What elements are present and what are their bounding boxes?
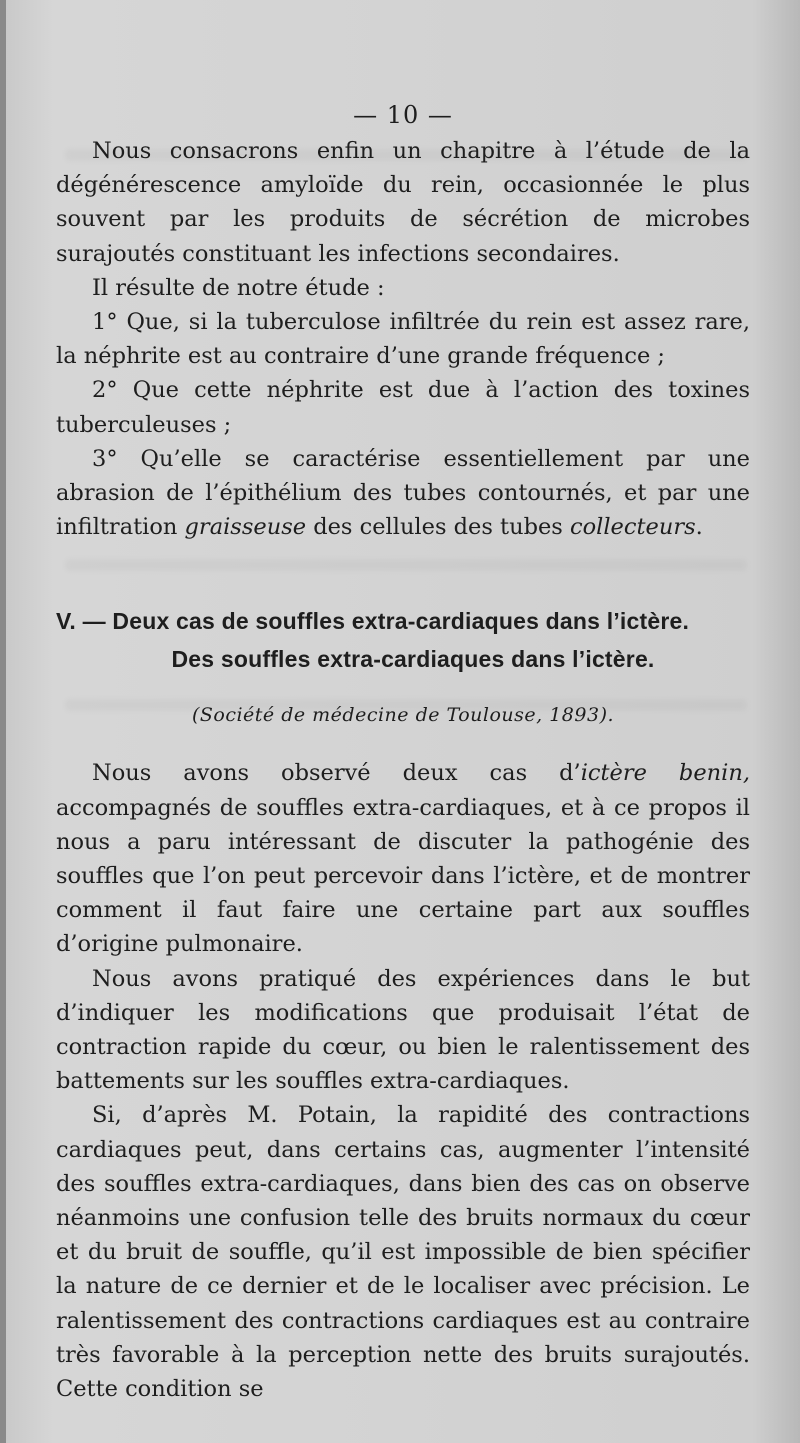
para3-italic-ictere: ictère benin, (580, 760, 750, 787)
section-heading-line1: V. — Deux cas de souffles extra-cardiaques dans l’ictère. (56, 608, 690, 635)
paragraph-observation (56, 756, 750, 961)
section-heading-line2: Des souffles extra-cardiaques dans l’ictère. (171, 646, 655, 673)
item3-italic-collecteurs: collecteurs (570, 514, 696, 541)
paragraph-amyloid: Nous consacrons enfin un chapitre à l’étude de la dégénérescence amyloïde du rein, occasionnée le plus souvent par les produits de sécrétion de microbes surajoutés constituant les infections secondaires. (56, 138, 750, 267)
conclusion-item-2: 2° Que cette néphrite est due à l’action des toxines tuberculeuses ; (56, 377, 750, 438)
section-heading (56, 602, 750, 678)
conclusion-item-1: 1° Que, si la tuberculose infiltrée du rein est assez rare, la néphrite est au contraire d’une grande fréquence ; (56, 309, 750, 370)
item3-text-c: des cellules des tubes (306, 514, 571, 541)
item3-text-a: 3° Qu’elle se caractérise essentiellement par une abrasion de l’épithélium des tubes contournés, et par une infiltration (56, 445, 750, 541)
paragraph-potain: Si, d’après M. Potain, la rapidité des contractions cardiaques peut, dans certains cas, augmenter l’intensité des souffles extra-cardiaques, dans bien des cas on observe néanmoins une confusion telle des bruits normaux du cœur et du bruit de souffle, qu’il est impossible de bien spécifier la nature de ce dernier et de le localiser avec précision. Le ralentissement des contractions cardiaques est au contraire très favorable à la perception nette des bruits surajoutés. Cette condition se (56, 1102, 750, 1403)
page-number: — 10 — (353, 101, 453, 129)
item3-text-e: . (695, 514, 703, 541)
page-text (56, 96, 750, 1406)
conclusion-item-3 (56, 442, 750, 545)
para3-text-c: accompagnés de souffles extra-cardiaques, et à ce propos il nous a paru intéressant de discuter la pathogénie des souffles que l’on peut percevoir dans l’ictère, et de montrer comment il faut faire une certaine part aux souffles d’origine pulmonaire. (56, 794, 750, 958)
paragraph-experiments: Nous avons pratiqué des expériences dans le but d’indiquer les modifications que produisait l’état de contraction rapide du cœur, ou bien le ralentissement des battements sur les souffles extra-cardiaques. (56, 965, 750, 1095)
paragraph-result-intro: Il résulte de notre étude : (92, 274, 385, 301)
item3-italic-graisseuse: graisseuse (184, 514, 307, 541)
book-page (6, 0, 800, 1443)
para3-text-a: Nous avons observé deux cas d’ (92, 760, 581, 787)
source-citation: (Société de médecine de Toulouse, 1893). (191, 704, 615, 727)
